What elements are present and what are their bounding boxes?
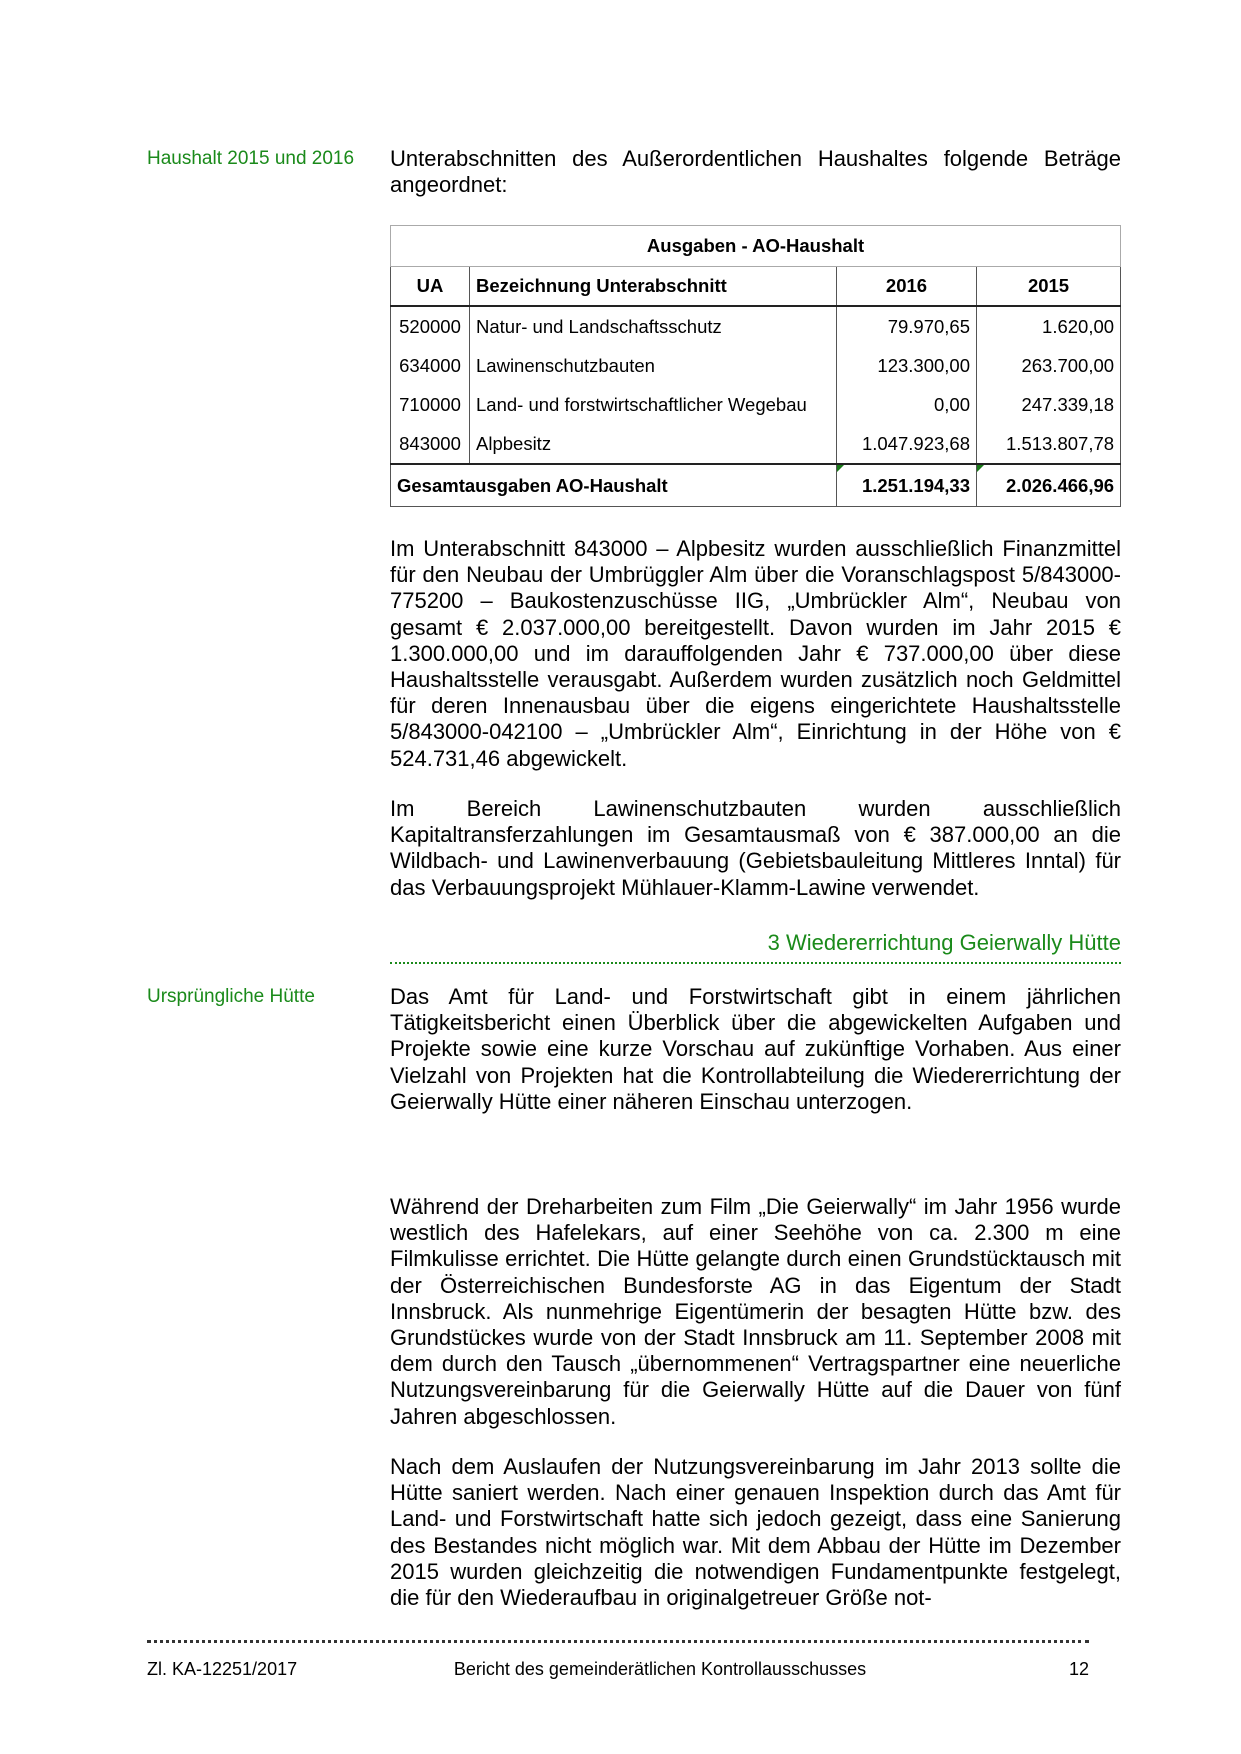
header-ua: UA: [391, 267, 470, 307]
cell-bezeichnung: Alpbesitz: [470, 424, 837, 464]
cell-2015: 263.700,00: [977, 346, 1121, 385]
table-row: [391, 385, 1121, 424]
section-heading: 3 Wiedererrichtung Geierwally Hütte: [390, 928, 1121, 964]
total-2016-value: 1.251.194,33: [861, 474, 970, 496]
ao-haushalt-table-container: [390, 225, 1120, 507]
table-row: [391, 424, 1121, 464]
paragraph-dreharbeiten: Während der Dreharbeiten zum Film „Die Geierwally“ im Jahr 1956 wurde westlich des Hafelekars, auf einer Seehöhe von ca. 2.300 m eine Filmkulisse errichtet. Die Hütte gelangte durch einen Grundstücktausch mit der Österreichischen Bundesforste AG in das Eigentum der Stadt Innsbruck. Als nunmehrige Eigentümerin der besagten Hütte bzw. des Grundstückes wurde von der Stadt Innsbruck am 11. September 2008 mit dem durch den Tausch „übernommenen“ Vertragspartner eine neuerliche Nutzungsvereinbarung für die Geierwally Hütte auf die Dauer von fünf Jahren abgeschlossen.: [390, 1194, 1121, 1429]
cell-ua: 634000: [391, 346, 470, 385]
total-label: Gesamtausgaben AO-Haushalt: [391, 464, 837, 507]
cell-2015: 1.620,00: [977, 306, 1121, 346]
paragraph-taetigkeitsbericht: Das Amt für Land- und Forstwirtschaft gibt in einem jährlichen Tätigkeitsbericht einen Überblick über die abgewickelten Aufgaben und Projekte sowie eine kurze Vorschau auf zukünftige Vorhaben. Aus einer Vielzahl von Projekten hat die Kontrollabteilung die Wiedererrichtung der Geierwally Hütte einer näheren Einschau unterzogen.: [390, 984, 1121, 1114]
paragraph-alpbesitz: Im Unterabschnitt 843000 – Alpbesitz wurden ausschließlich Finanzmittel für den Neubau der Umbrüggler Alm über die Voranschlagspost 5/843000-775200 – Baukostenzuschüsse IIG, „Umbrückler Alm“, Neubau von gesamt € 2.037.000,00 bereitgestellt. Davon wurden im Jahr 2015 € 1.300.000,00 und im darauffolgenden Jahr € 737.000,00 über diese Haushaltsstelle verausgabt. Außerdem wurden zusätzlich noch Geldmittel für deren Innenausbau über die eigens eingerichtete Haushaltsstelle 5/843000-042100 – „Umbrückler Alm“, Einrichtung in der Höhe von € 524.731,46 abgewickelt.: [390, 536, 1121, 771]
total-2016: [837, 464, 977, 507]
total-2015-value: 2.026.466,96: [1006, 474, 1115, 496]
cell-bezeichnung: Land- und forstwirtschaftlicher Wegebau: [470, 385, 837, 424]
cell-bezeichnung: Natur- und Landschaftsschutz: [470, 306, 837, 346]
header-bezeichnung: Bezeichnung Unterabschnitt: [470, 267, 837, 307]
header-2015: 2015: [977, 267, 1121, 307]
cell-ua: 520000: [391, 306, 470, 346]
ao-haushalt-table: [390, 225, 1121, 507]
margin-note-haushalt: Haushalt 2015 und 2016: [147, 148, 355, 169]
margin-note-huette: Ursprüngliche Hütte: [147, 986, 315, 1007]
total-2015: [977, 464, 1121, 507]
cell-ua: 843000: [391, 424, 470, 464]
page-number: 12: [1068, 1659, 1089, 1679]
table-title: Ausgaben - AO-Haushalt: [391, 226, 1121, 267]
paragraph-nutzungsvereinbarung: Nach dem Auslaufen der Nutzungsvereinbarung im Jahr 2013 sollte die Hütte saniert werden. Nach einer genauen Inspektion durch das Amt für Land- und Forstwirtschaft hatte sich jedoch gezeigt, dass eine Sanierung des Bestandes nicht möglich war. Mit dem Abbau der Hütte im Dezember 2015 wurden gleichzeitig die notwendigen Fundamentpunkte festgelegt, die für den Wiederaufbau in originalgetreuer Größe not-: [390, 1454, 1121, 1611]
table-row: [391, 346, 1121, 385]
header-2016: 2016: [837, 267, 977, 307]
cell-2015: 1.513.807,78: [977, 424, 1121, 464]
cell-ua: 710000: [391, 385, 470, 424]
footer-reference: Zl. KA-12251/2017: [147, 1659, 298, 1679]
paragraph-lawinenschutz: Im Bereich Lawinenschutzbauten wurden ausschließlich Kapitaltransferzahlungen im Gesamtausmaß von € 387.000,00 an die Wildbach- und Lawinenverbauung (Gebietsbauleitung Mittleres Inntal) für das Verbauungsprojekt Mühlauer-Klamm-Lawine verwendet.: [390, 796, 1121, 900]
green-triangle-marker: [837, 465, 844, 472]
green-triangle-marker: [977, 465, 984, 472]
cell-2016: 1.047.923,68: [837, 424, 977, 464]
footer-divider: [147, 1640, 1089, 1643]
cell-bezeichnung: Lawinenschutzbauten: [470, 346, 837, 385]
table-row: [391, 306, 1121, 346]
intro-paragraph: Unterabschnitten des Außerordentlichen Haushaltes folgende Beträge angeordnet:: [390, 146, 1121, 198]
cell-2015: 247.339,18: [977, 385, 1121, 424]
cell-2016: 0,00: [837, 385, 977, 424]
cell-2016: 79.970,65: [837, 306, 977, 346]
footer-title: Bericht des gemeinderätlichen Kontrollausschusses: [453, 1659, 867, 1679]
table-total-row: [391, 464, 1121, 507]
cell-2016: 123.300,00: [837, 346, 977, 385]
